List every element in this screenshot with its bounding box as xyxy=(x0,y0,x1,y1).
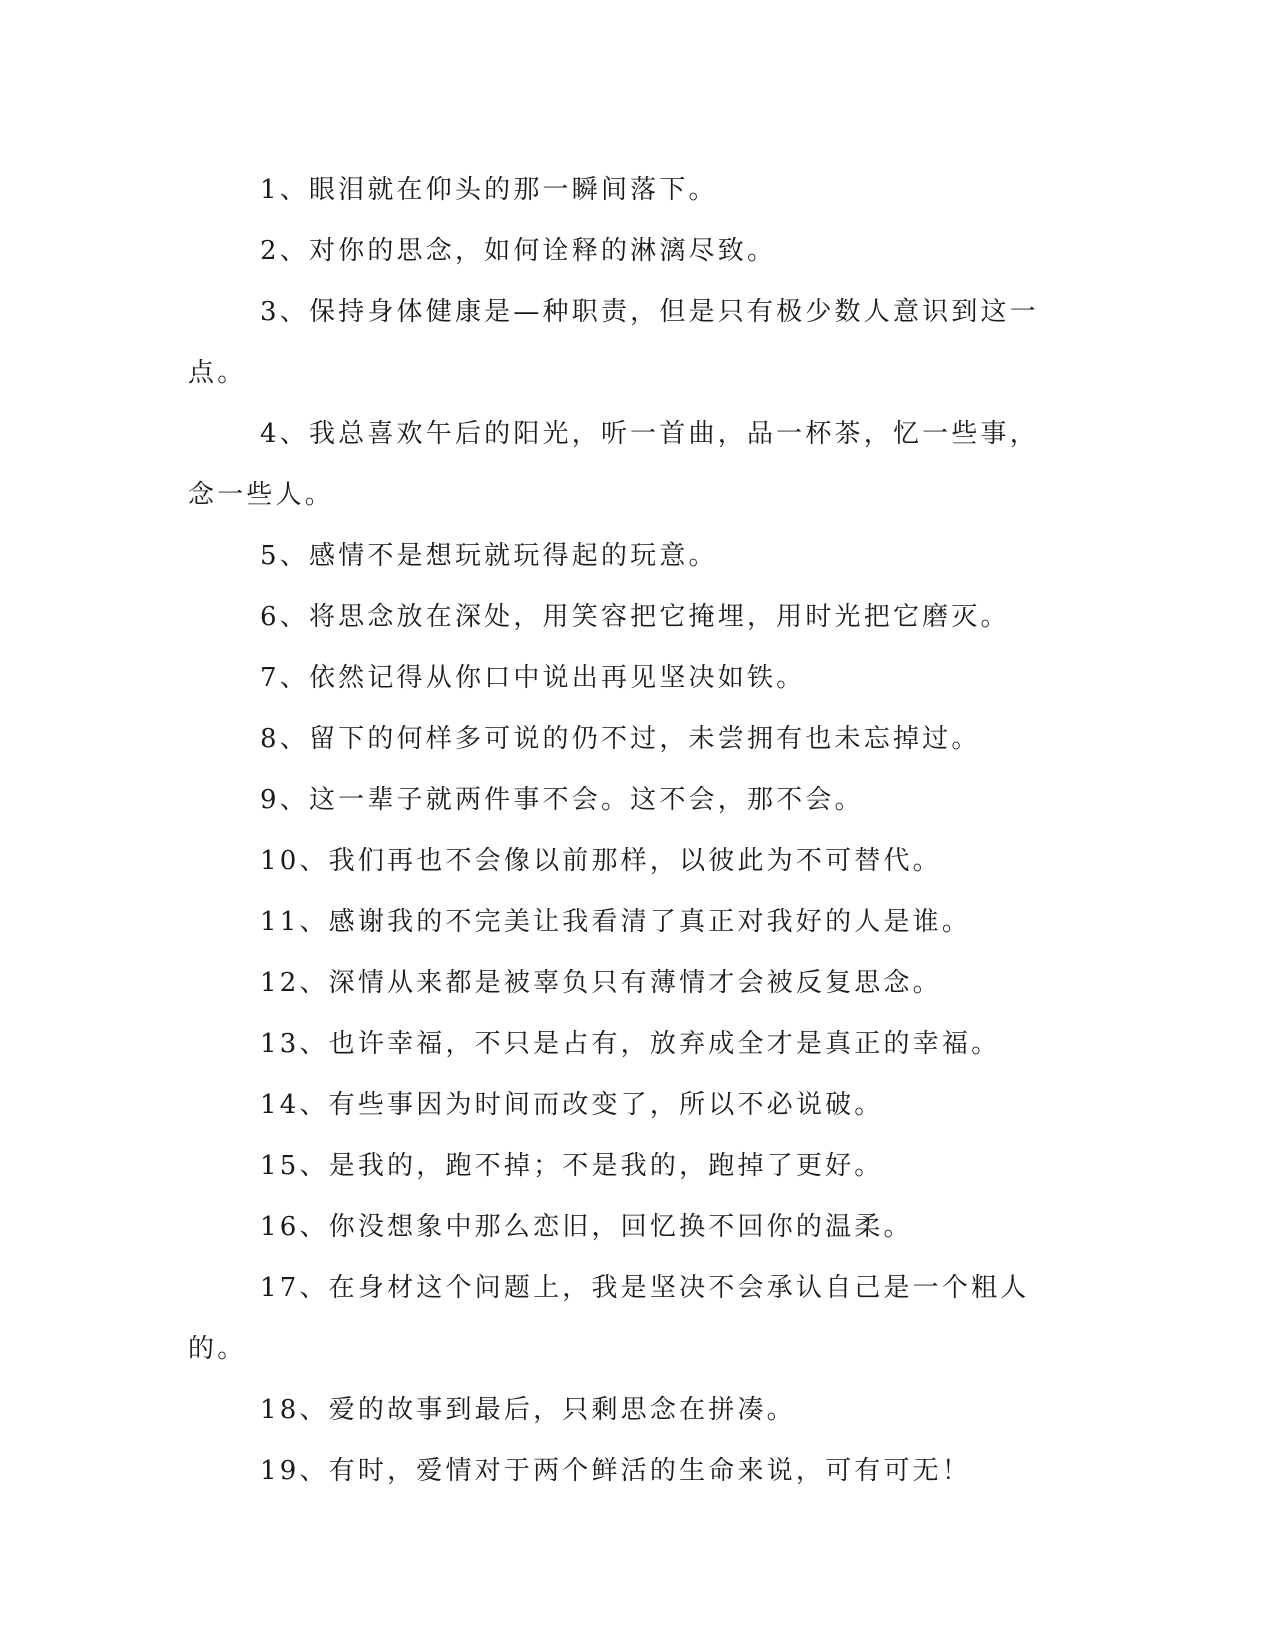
paragraph-10: 10、我们再也不会像以前那样，以彼此为不可替代。 xyxy=(260,846,942,876)
paragraph-1: 1、眼泪就在仰头的那一瞬间落下。 xyxy=(260,175,718,205)
paragraph-14: 14、有些事因为时间而改变了，所以不必说破。 xyxy=(260,1090,884,1120)
paragraph-18: 18、爱的故事到最后，只剩思念在拼凑。 xyxy=(260,1395,796,1425)
paragraph-15: 15、是我的，跑不掉；不是我的，跑掉了更好。 xyxy=(260,1151,884,1181)
paragraph-12: 12、深情从来都是被辜负只有薄情才会被反复思念。 xyxy=(260,968,942,998)
paragraph-8: 8、留下的何样多可说的仍不过，未尝拥有也未忘掉过。 xyxy=(260,724,981,754)
paragraph-3: 3、保持身体健康是—种职责，但是只有极少数人意识到这一点。 xyxy=(188,297,1039,388)
paragraph-4: 4、我总喜欢午后的阳光，听一首曲，品一杯茶，忆一些事，念一些人。 xyxy=(188,419,1039,510)
paragraph-19: 19、有时，爱情对于两个鲜活的生命来说，可有可无！ xyxy=(260,1456,972,1486)
paragraph-6: 6、将思念放在深处，用笑容把它掩埋，用时光把它磨灭。 xyxy=(260,602,1010,632)
paragraph-16: 16、你没想象中那么恋旧，回忆换不回你的温柔。 xyxy=(260,1212,913,1242)
paragraph-5: 5、感情不是想玩就玩得起的玩意。 xyxy=(260,541,718,571)
paragraph-9: 9、这一辈子就两件事不会。这不会，那不会。 xyxy=(260,785,864,815)
paragraph-7: 7、依然记得从你口中说出再见坚决如铁。 xyxy=(260,663,806,693)
paragraph-11: 11、感谢我的不完美让我看清了真正对我好的人是谁。 xyxy=(260,907,972,937)
paragraph-17: 17、在身材这个问题上，我是坚决不会承认自己是一个粗人的。 xyxy=(188,1273,1030,1364)
document-body xyxy=(188,160,1053,1502)
paragraph-2: 2、对你的思念，如何诠释的淋漓尽致。 xyxy=(260,236,777,266)
paragraph-13: 13、也许幸福，不只是占有，放弃成全才是真正的幸福。 xyxy=(260,1029,1001,1059)
